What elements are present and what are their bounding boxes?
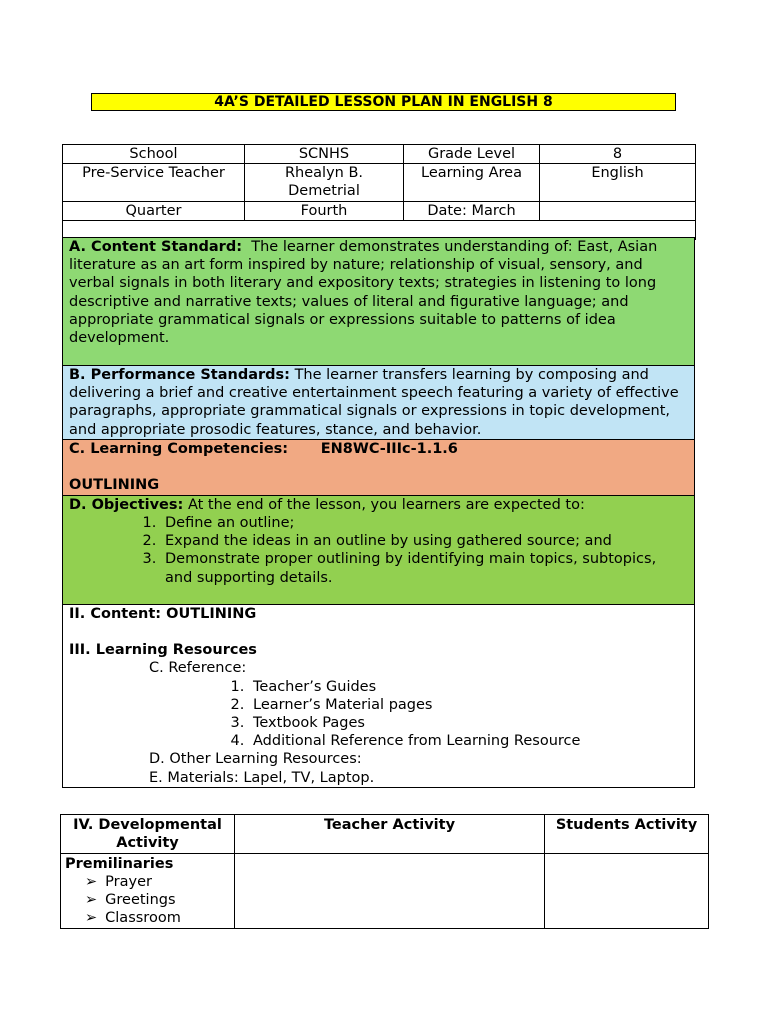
info-row-quarter — [63, 201, 696, 220]
area-value: English — [540, 164, 696, 201]
competencies-topic: OUTLINING — [69, 477, 160, 494]
info-table — [62, 144, 696, 240]
teacher-activity-cell — [235, 854, 545, 929]
reference-item: 3. Textbook Pages — [249, 714, 688, 732]
dev-col-teacher: Teacher Activity — [235, 815, 545, 854]
other-resources: D. Other Learning Resources: — [149, 751, 362, 768]
date-value — [540, 201, 696, 220]
grade-label: Grade Level — [404, 145, 540, 164]
standards-table — [62, 237, 695, 788]
content-standard-label: A. Content Standard: — [69, 239, 243, 255]
quarter-value: Fourth — [245, 201, 404, 220]
objectives-intro: At the end of the lesson, you learners are expected to: — [187, 496, 585, 513]
competencies-code: EN8WC-IIIc-1.1.6 — [320, 440, 458, 457]
resources-heading: III. Learning Resources — [69, 642, 257, 659]
performance-standard-cell — [63, 366, 695, 440]
content-standard-cell — [63, 238, 695, 366]
date-label: Date: March — [404, 201, 540, 220]
info-row-teacher — [63, 164, 696, 201]
students-activity-cell — [545, 854, 709, 929]
preliminaries-cell — [61, 854, 235, 929]
references-list — [69, 678, 688, 751]
info-row-school — [63, 145, 696, 164]
objective-item: 2. Expand the ideas in an outline by using gathered source; and — [161, 532, 688, 550]
objectives-label: D. Objectives: — [69, 496, 184, 513]
competencies-cell — [63, 439, 695, 495]
reference-label: C. Reference: — [149, 660, 247, 677]
area-label: Learning Area — [404, 164, 540, 201]
content-heading: II. Content: OUTLINING — [69, 605, 257, 622]
preliminaries-label: Premilinaries — [65, 856, 174, 872]
performance-standard-text: The learner transfers learning by composing and delivering a brief and creative entertainment speech featuring a variety of effective paragraphs, appropriate grammatical signals or expressions in topic development, and appropriate prosodic features, stance, and behavior. — [69, 367, 679, 438]
preliminary-item: ➢ Prayer — [85, 873, 230, 891]
document-title: 4A’S DETAILED LESSON PLAN IN ENGLISH 8 — [91, 93, 676, 111]
teacher-value: Rhealyn B. Demetrial — [245, 164, 404, 201]
grade-value: 8 — [540, 145, 696, 164]
objectives-cell — [63, 495, 695, 604]
content-standard-text: The learner demonstrates understanding of: East, Asian literature as an art form inspired by nature; relationship of visual, sensory, and verbal signals in both literary and expository texts; strategies in listening to long descriptive and narrative texts; values of literal and figurative language; and appropriate grammatical signals or expressions suitable to patterns of idea development. — [69, 239, 658, 347]
materials: E. Materials: Lapel, TV, Laptop. — [149, 769, 375, 786]
school-label: School — [63, 145, 245, 164]
teacher-label: Pre-Service Teacher — [63, 164, 245, 201]
objective-item: 3. Demonstrate proper outlining by identifying main topics, subtopics, and supporting details. — [161, 550, 688, 586]
dev-col-activity: IV. Developmental Activity — [61, 815, 235, 854]
preliminary-item: ➢ Greetings — [85, 891, 230, 909]
preliminary-item: ➢ Classroom — [85, 909, 230, 927]
preliminaries-list — [65, 873, 230, 927]
objectives-list — [69, 514, 688, 587]
content-cell — [63, 604, 695, 787]
dev-col-students: Students Activity — [545, 815, 709, 854]
quarter-label: Quarter — [63, 201, 245, 220]
reference-item: 4. Additional Reference from Learning Resource — [249, 732, 688, 750]
developmental-activity-table — [60, 814, 709, 929]
competencies-label: C. Learning Competencies: — [69, 440, 289, 457]
reference-item: 1. Teacher’s Guides — [249, 678, 688, 696]
performance-standard-label: B. Performance Standards: — [69, 367, 290, 383]
reference-item: 2. Learner’s Material pages — [249, 696, 688, 714]
dev-row-preliminaries — [61, 854, 709, 929]
objective-item: 1. Define an outline; — [161, 514, 688, 532]
dev-header-row — [61, 815, 709, 854]
school-value: SCNHS — [245, 145, 404, 164]
